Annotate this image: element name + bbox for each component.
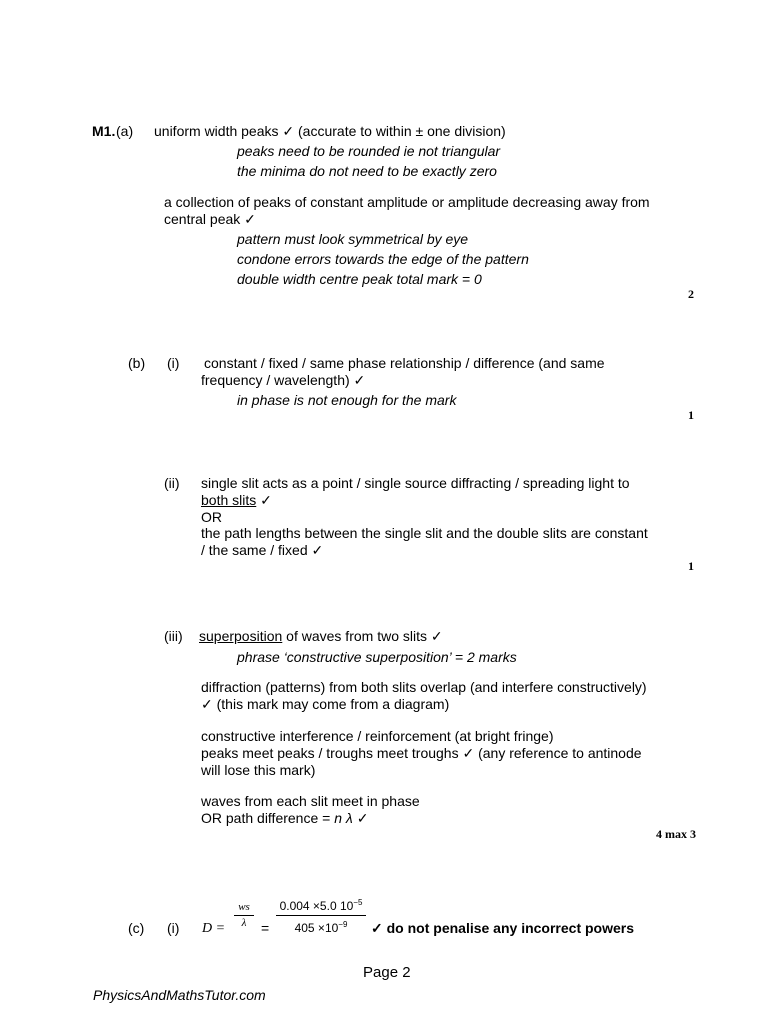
part-c-i-label: (i) <box>167 920 180 936</box>
both-slits-underlined: both slits <box>201 492 257 508</box>
part-a-note2: the minima do not need to be exactly zero <box>237 163 497 179</box>
fraction-bar <box>276 915 366 916</box>
superposition-underlined: superposition <box>199 628 283 644</box>
part-b-iii-p2b: ✓ (this mark may come from a diagram) <box>201 696 450 712</box>
part-b-iii-p3b: peaks meet peaks / troughs meet troughs ✓ (any reference to antinode <box>201 745 642 761</box>
part-b-iii-p4a: waves from each slit meet in phase <box>201 793 420 809</box>
part-b-i-line1: constant / fixed / same phase relationship / difference (and same <box>204 355 605 371</box>
mark-a: 2 <box>688 287 694 301</box>
part-c-comment: ✓ do not penalise any incorrect powers <box>371 920 635 936</box>
part-b-ii-line5: / the same / fixed ✓ <box>201 542 324 558</box>
part-b-ii-line2 <box>201 492 272 509</box>
fraction-numeric <box>276 896 366 935</box>
fraction-numeric-numerator <box>276 896 366 913</box>
part-b-ii-label: (ii) <box>164 475 180 491</box>
denominator-exponent: −9 <box>338 920 348 929</box>
symbol-lambda: λ <box>342 810 357 826</box>
part-a-line2a: a collection of peaks of constant amplitude or amplitude decreasing away from <box>164 194 650 210</box>
part-b-iii-p2a: diffraction (patterns) from both slits overlap (and interfere constructively) <box>201 679 647 695</box>
denominator-mantissa: 405 ×10 <box>294 921 339 935</box>
part-a-line1: uniform width peaks ✓ (accurate to within ± one division) <box>154 123 506 139</box>
fraction-numeric-denominator <box>276 918 366 935</box>
part-b-iii-p3a: constructive interference / reinforcement (at bright fringe) <box>201 728 554 744</box>
part-a-note4: condone errors towards the edge of the pattern <box>237 251 529 267</box>
part-b-iii-line1-rest: of waves from two slits ✓ <box>282 628 443 644</box>
symbol-n: n <box>334 810 343 826</box>
equals-sign: = <box>261 920 270 936</box>
part-b-ii-line4: the path lengths between the single slit and the double slits are constant <box>201 525 648 541</box>
part-a-label: (a) <box>116 123 134 139</box>
tick: ✓ <box>356 810 369 826</box>
numerator-mantissa: 0.004 ×5.0 10 <box>279 899 354 913</box>
tick: ✓ <box>256 492 272 508</box>
part-b-iii-note: phrase ‘constructive superposition’ = 2 marks <box>237 649 517 665</box>
equation-lhs: D = <box>202 921 226 936</box>
fraction-denominator: λ <box>241 917 247 929</box>
part-c-label: (c) <box>128 920 145 936</box>
part-b-i-line2: frequency / wavelength) ✓ <box>201 372 366 388</box>
fraction-ws-over-lambda <box>234 901 254 930</box>
mark-b-ii: 1 <box>688 559 694 573</box>
part-b-iii-p3c: will lose this mark) <box>201 762 316 778</box>
part-b-i-note: in phase is not enough for the mark <box>237 392 457 408</box>
part-b-iii-p4b <box>201 810 368 827</box>
part-b-ii-line1: single slit acts as a point / single source diffracting / spreading light to <box>201 475 630 491</box>
fraction-numerator: ws <box>238 901 250 913</box>
page-number: Page 2 <box>363 964 411 981</box>
part-b-i-label: (i) <box>167 355 180 371</box>
part-b-label: (b) <box>128 355 146 371</box>
question-number: M1. <box>92 123 116 139</box>
numerator-exponent: −5 <box>353 898 363 907</box>
fraction-bar <box>234 915 254 916</box>
part-b-ii-or: OR <box>201 509 222 525</box>
mark-b-i: 1 <box>688 408 694 422</box>
part-a-note3: pattern must look symmetrical by eye <box>237 231 469 247</box>
part-b-iii-line1 <box>199 628 443 645</box>
part-a-line2b: central peak ✓ <box>164 211 256 227</box>
path-difference-text: OR path difference = <box>201 810 335 826</box>
part-a-note1: peaks need to be rounded ie not triangular <box>237 143 501 159</box>
part-a-note5: double width centre peak total mark = 0 <box>237 271 482 287</box>
part-b-iii-label: (iii) <box>164 628 183 644</box>
footer-site: PhysicsAndMathsTutor.com <box>93 987 266 1003</box>
mark-b-iii: 4 max 3 <box>656 827 696 841</box>
